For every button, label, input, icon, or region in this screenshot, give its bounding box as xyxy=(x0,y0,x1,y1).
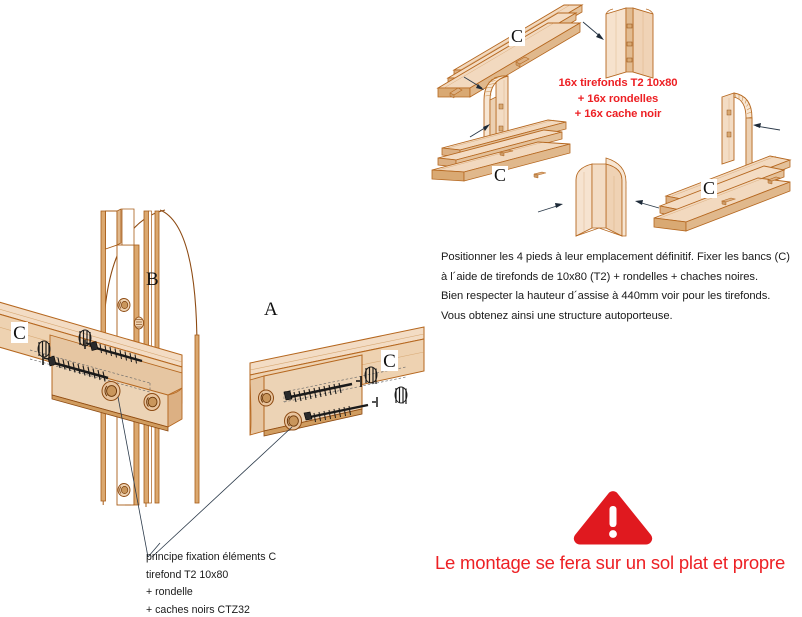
parts-note-line-2: + 16x rondelles xyxy=(577,92,659,105)
label-text: C xyxy=(510,26,524,46)
instruction-line-1: Positionner les 4 pieds à leur emplacement définitif. Fixer les bancs (C) xyxy=(441,251,790,263)
foot-top-right xyxy=(606,8,653,78)
arrow-bench-to-foot-6 xyxy=(753,123,780,130)
legend-line-4: + caches noirs CTZ32 xyxy=(146,603,250,616)
warning-message: Le montage se fera sur un sol plat et propre xyxy=(434,552,786,573)
panel-a-right-leg xyxy=(195,335,199,503)
black-cap-right-1 xyxy=(259,390,274,406)
panel-a-label: A xyxy=(264,299,278,320)
arrow-bench-to-foot-4 xyxy=(538,203,563,212)
parts-note-line-3: + 16x cache noir xyxy=(574,108,662,120)
label-text: C xyxy=(383,351,396,372)
main-fixing-detail-diagram xyxy=(0,195,420,595)
label-text: C xyxy=(702,178,716,198)
foot-right xyxy=(722,93,752,168)
label-text: C xyxy=(493,165,507,185)
black-cap-left-1 xyxy=(102,382,120,401)
bench-bottom-right-label xyxy=(701,178,717,198)
arrow-bench-to-foot-1 xyxy=(583,22,604,40)
arrow-bench-to-foot-5 xyxy=(635,200,659,208)
foot-bottom-center xyxy=(576,158,627,236)
bench-bottom-right xyxy=(654,156,790,231)
instruction-line-3: Bien respecter la hauteur d´assise à 440mm voir pour les tirefonds. xyxy=(441,290,771,302)
bench-right-detail xyxy=(250,327,424,436)
legend-line-1: principe fixation éléments C xyxy=(146,551,277,563)
instructions-paragraph xyxy=(441,248,791,326)
panel-b-label: B xyxy=(146,269,159,290)
screw-cap-upper xyxy=(118,299,130,312)
parts-quantity-note xyxy=(548,76,688,123)
black-cap-right-2 xyxy=(285,412,302,430)
instruction-line-2: à l´aide de tirefonds de 10x80 (T2) + rondelles + chaches noires. xyxy=(441,270,759,283)
bench-top-left-label xyxy=(509,26,525,46)
label-text: C xyxy=(13,323,26,344)
bench-middle-left-label xyxy=(492,165,508,185)
screw-cap-side xyxy=(135,317,144,329)
bench-right-label xyxy=(381,350,398,372)
warning-triangle-icon xyxy=(571,487,655,545)
instruction-line-4: Vous obtenez ainsi une structure autoporteuse. xyxy=(441,309,673,322)
screw-cap-lower xyxy=(118,484,130,497)
washer-right-2 xyxy=(395,387,407,404)
legend-line-2: tirefond T2 10x80 xyxy=(146,568,229,581)
black-cap-left-2 xyxy=(144,394,160,411)
legend-line-3: + rondelle xyxy=(146,586,193,598)
bench-left-label xyxy=(11,322,28,344)
fixing-principle-legend xyxy=(146,549,396,617)
parts-note-line-1: 16x tirefonds T2 10x80 xyxy=(558,77,678,89)
